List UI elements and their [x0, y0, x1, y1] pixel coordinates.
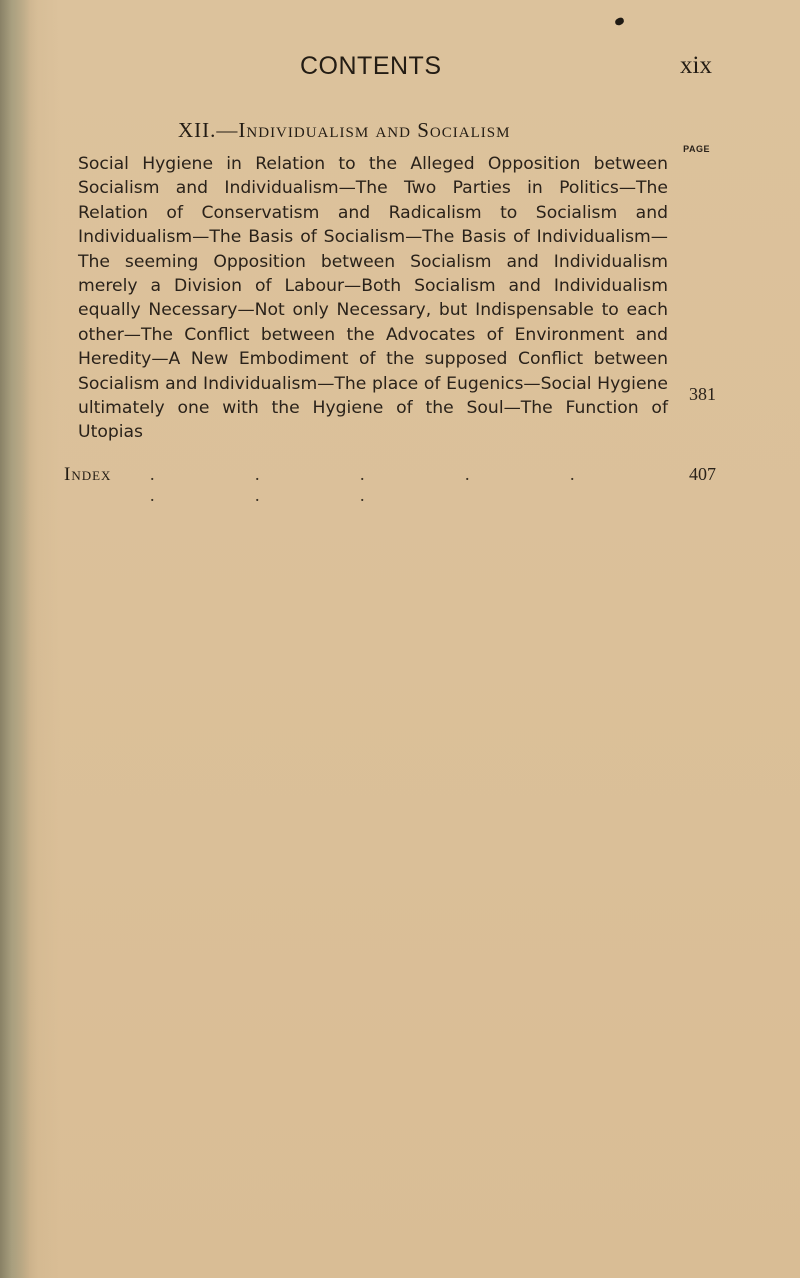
- index-leader-dots: . . . . . . . .: [150, 464, 623, 505]
- ink-blot: [614, 17, 625, 27]
- index-entry[interactable]: [0, 464, 800, 505]
- page-spine-shadow: [0, 0, 30, 1278]
- running-header-page-number: xix: [680, 52, 712, 79]
- page-column-label: PAGE: [683, 144, 710, 154]
- chapter-title: —Individualism and Socialism: [216, 118, 511, 142]
- running-header: [0, 52, 800, 92]
- index-page-number: 407: [689, 464, 716, 484]
- index-label: Index: [64, 464, 112, 485]
- chapter-numeral: XII.: [178, 118, 217, 142]
- running-header-title: CONTENTS: [300, 52, 442, 80]
- chapter-summary-text: Social Hygiene in Relation to the Alleged Opposition between Socialism and Individualism—The Two Parties in Politics—The Relation of Conservatism and Radicalism to Socialism and Individualism—The Basis of Socialism—The Basis of Individualism—The seeming Opposition between Socialism and Individualism merely a Division of Labour—Both Socialism and Individualism equally Necessary—Not only Necessary, but Indispensable to each other—The Conflict between the Advocates of Environment and Heredity—A New Embodiment of the supposed Conflict between Socialism and Individualism—The place of Eugenics—Social Hygiene ultimately one with the Hygiene of the Soul—The Function of Utopias: [78, 154, 668, 443]
- chapter-page-number: 381: [689, 384, 716, 404]
- chapter-heading: [0, 118, 800, 143]
